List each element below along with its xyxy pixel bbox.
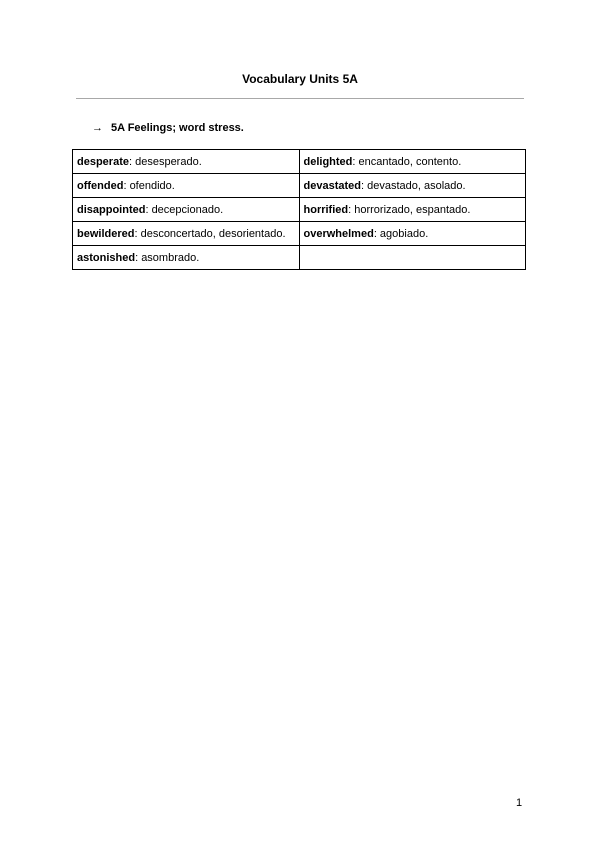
table-row: [73, 198, 526, 222]
arrow-right-icon: →: [92, 122, 103, 134]
table-cell: [73, 174, 300, 198]
table-cell: [299, 174, 526, 198]
vocab-term: delighted: [303, 155, 353, 168]
page-title: Vocabulary Units 5A: [242, 72, 358, 86]
section-heading-text: 5A Feelings; word stress.: [111, 122, 244, 134]
table-cell: [73, 246, 300, 270]
vocab-term: offended: [77, 179, 124, 192]
table-row: [73, 150, 526, 174]
vocab-meaning: : encantado, contento.: [352, 155, 462, 168]
section-heading: [92, 122, 244, 134]
vocab-term: overwhelmed: [303, 227, 374, 240]
vocab-meaning: : ofendido.: [123, 179, 175, 192]
vocab-term: astonished: [77, 251, 136, 264]
vocab-meaning: : decepcionado.: [145, 203, 224, 216]
table-cell-empty: [299, 246, 526, 270]
table-cell: [299, 150, 526, 174]
vocab-term: horrified: [303, 203, 349, 216]
vocab-term: devastated: [303, 179, 361, 192]
vocab-meaning: : asombrado.: [135, 251, 200, 264]
title-divider: [76, 98, 524, 99]
vocab-meaning: : agobiado.: [373, 227, 429, 240]
vocab-meaning: : horrorizado, espantado.: [348, 203, 471, 216]
vocab-term: bewildered: [77, 227, 135, 240]
table-cell: [299, 222, 526, 246]
table-cell: [73, 198, 300, 222]
page-number: 1: [516, 797, 523, 809]
vocab-meaning: : desconcertado, desorientado.: [134, 227, 286, 240]
vocab-term: disappointed: [77, 203, 146, 216]
table-row: [73, 174, 526, 198]
vocab-meaning: : devastado, asolado.: [360, 179, 466, 192]
vocabulary-table: [72, 149, 526, 270]
table-row: [73, 246, 526, 270]
vocab-term: desperate: [77, 155, 129, 168]
table-cell: [73, 150, 300, 174]
table-cell: [299, 198, 526, 222]
vocab-meaning: : desesperado.: [128, 155, 202, 168]
table-row: [73, 222, 526, 246]
table-cell: [73, 222, 300, 246]
